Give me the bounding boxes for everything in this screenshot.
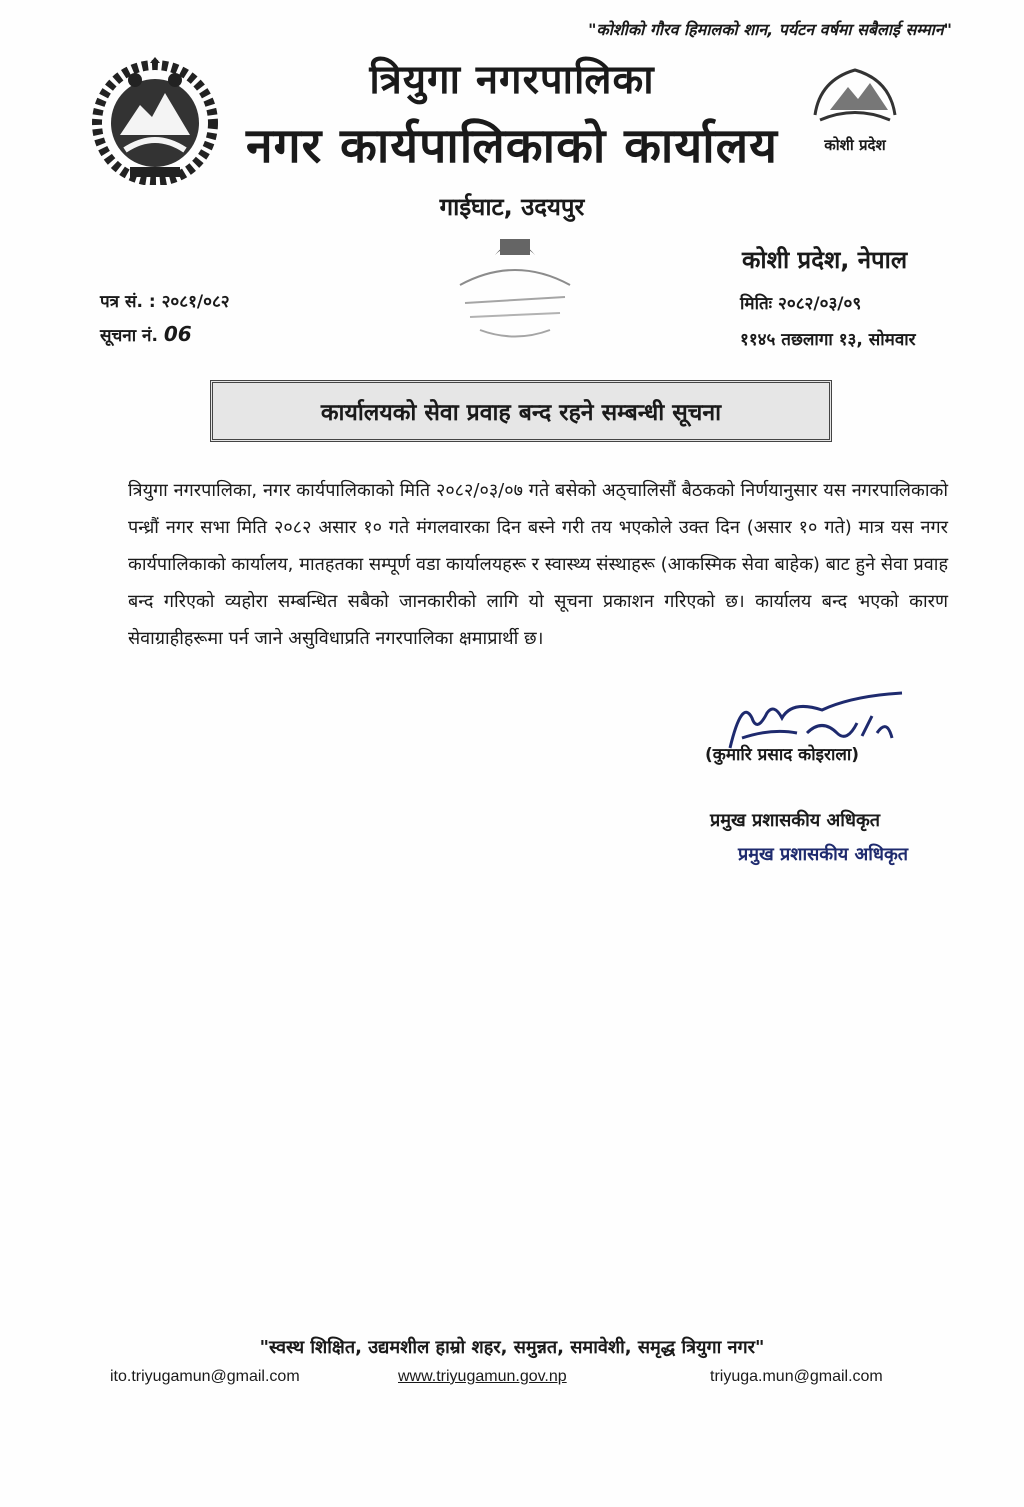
date-block (740, 286, 916, 358)
municipality-name: त्रियुगा नगरपालिका (369, 57, 655, 103)
address-line: ११४५ तछलागा १३, सोमवार (740, 330, 916, 350)
notice-number-value: 06 (163, 322, 192, 346)
reference-block (100, 286, 230, 352)
signatory-name: (कुमारि प्रसाद कोइराला) (705, 745, 860, 765)
footer-motto: "स्वस्थ शिक्षित, उद्यमशील हाम्रो शहर, समुन्नत, समावेशी, समृद्ध त्रियुगा नगर" (259, 1337, 765, 1358)
subject-box (210, 380, 832, 442)
notice-subject: कार्यालयको सेवा प्रवाह बन्द रहने सम्बन्धी सूचना (320, 400, 722, 426)
notice-number-label: सूचना नं. (100, 326, 158, 346)
footer-email-2[interactable]: triyuga.mun@gmail.com (710, 1368, 883, 1385)
koshi-pradesh-logo-icon (800, 55, 910, 135)
footer-email-1[interactable]: ito.triyugamun@gmail.com (110, 1368, 300, 1385)
notice-number-row (100, 318, 230, 352)
koshi-pradesh-logo (800, 55, 910, 165)
letter-number-value: २०८१/०८२ (161, 292, 230, 312)
koshi-logo-caption: कोशी प्रदेश (824, 136, 886, 154)
office-location: गाईघाट, उदयपुर (439, 193, 585, 221)
letter-number-label: पत्र सं. : (100, 292, 156, 312)
signatory-title: प्रमुख प्रशासकीय अधिकृत (710, 810, 881, 831)
office-name: नगर कार्यपालिकाको कार्यालय (245, 118, 779, 174)
footer-website-link[interactable]: www.triyugamun.gov.np (398, 1368, 567, 1385)
letter-number-row (100, 286, 230, 318)
date-label: मितिः (740, 294, 773, 314)
municipality-stamp-icon (440, 225, 590, 345)
signatory-title-stamp: प्रमुख प्रशासकीय अधिकृत (738, 844, 909, 865)
date-row (740, 286, 916, 322)
top-tagline: "कोशीको गौरव हिमालको शान, पर्यटन वर्षमा सबैलाई सम्मान" (588, 20, 952, 39)
notice-body: त्रियुगा नगरपालिका, नगर कार्यपालिकाको मिति २०८२/०३/०७ गते बसेको अठ्चालिसौं बैठकको निर्णयानुसार यस नगरपालिकाको पन्ध्रौं नगर सभा मिति २०८२ असार १० गते मंगलवारका दिन बस्ने गरी तय भएकोले उक्त दिन (असार १० गते) मात्र यस नगर कार्यपालिकाको कार्यालय, मातहतका सम्पूर्ण वडा कार्यालयहरू र स्वास्थ्य संस्थाहरू (आकस्मिक सेवा बाहेक) बाट हुने सेवा प्रवाह बन्द गरिएको व्यहोरा सम्बन्धित सबैको जानकारीको लागि यो सूचना प्रकाशन गरिएको छ। कार्यालय बन्द भएको कारण सेवाग्राहीहरूमा पर्न जाने असुविधाप्रति नगरपालिका क्षमाप्रार्थी छ। (128, 480, 948, 649)
date-value: २०८२/०३/०९ (778, 294, 862, 314)
province-name: कोशी प्रदेश, नेपाल (742, 246, 908, 274)
